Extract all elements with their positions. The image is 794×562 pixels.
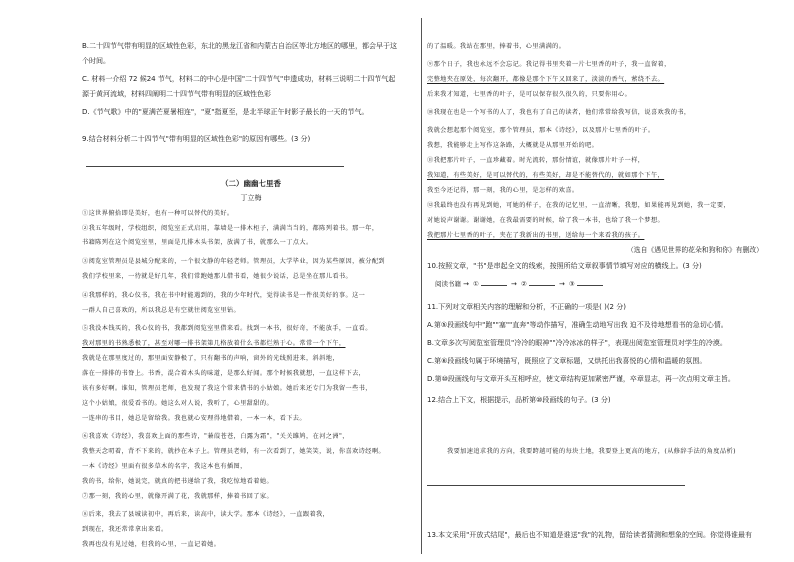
option-b: B.文章多次写阅览室管理员"冷冷的眼神""冷冷冰冰的样子"，表现出阅览室管理员对学生的冷漠。	[427, 339, 727, 347]
option-d: D.第⑩段画线句与文章开头互相呼应，使文章结构更加紧密严谨，卒章显志，再一次点明文章主旨。	[427, 375, 735, 383]
para-line-underlined: 我把那片七里香的叶子，夹在了我新出的书里，送给每一个来看我的孩子。	[427, 232, 645, 239]
para-line: ⑪我把那片叶子，一直珍藏着。时光流转，那份情谊，就像那片叶子一样，	[427, 157, 645, 164]
question-9: 9.结合材料分析二十四节气"带有明显的区域性色彩"的原因有哪些。(3 分)	[82, 135, 311, 143]
option-c-line2: 源于黄河流域，材料四阐明二十四节气带有明显的区域性色彩	[82, 90, 271, 98]
arrow-icon: →	[463, 280, 469, 288]
question-12: 12.结合上下文，根据提示，品析第⑩段画线的句子。(3 分)	[427, 396, 611, 404]
question-11: 11.下列对文章相关内容的理解和分析，不正确的一项是( )(2 分)	[427, 303, 626, 311]
answer-line	[86, 166, 344, 167]
para-line: 我就会想起那个阅览室，那个管理员，那本《诗经》，以及那片七里香的叶子。	[427, 127, 655, 134]
option-a: A.第⑤段画线句中"跑""塞""直奔"等动作描写，准确生动地写出我 迫不及待地想看书的急切心情。	[427, 321, 728, 329]
para-line: ⑤我没本钱买的，我心仪的书，我都到阅览室里借来看。找到一本书，很好奇，不能放手，一直看。	[82, 325, 372, 332]
option-b-line1: B.二十四节气带有明显的区域性色彩，东北的黑龙江省和内蒙古自治区等北方地区的哪里，都会早于这	[82, 42, 398, 50]
arrow-icon: →	[558, 280, 565, 288]
para-line-underlined: 完整地夹在原处，每次翻开，都像是那个下午又回来了，淡淡的香气，萦绕不去。	[427, 76, 665, 83]
para-line: 到现在，我还常常拿出来看。	[82, 526, 168, 533]
quoted-sentence: 我要加速追求我的方向，我要跨越可能的每块土地，我要登上更高的地方，(从修辞手法的角度品析)	[447, 448, 736, 455]
question-13: 13.本文采用"开放式结尾"，最后也不知道是谁送"我"的礼物，留给读者猜测和想象的空间。你觉得谁最有	[427, 531, 753, 539]
para-line: ⑩我现在也是一个写书的人了，我也有了自己的读者，他们常常给我写信，说喜欢我的书，	[427, 109, 691, 116]
para-line: ⑨那个日子，我也永远不会忘记。我记得书里夹着一片七里香的叶子，我一直留着，	[427, 61, 671, 68]
para-line-underlined: 我对那里的书熟悉极了，甚至对哪一排书架第几格放着什么书都烂熟于心。常常一个下午，	[82, 340, 346, 347]
source-note: （选自《遇见世界的花朵和狗和你》有删改）	[627, 246, 763, 254]
para-line: ②我五年级时，学校组织，阅览室正式启用，靠墙是一排木柜子，满满当当的，都陈列着书。那一年，	[82, 225, 379, 232]
option-d: D.《节气歌》中的"夏满芒夏暑相连"，"夏"指夏至，是北半球正午时影子最长的一天的节气。	[82, 108, 369, 116]
para-line: 我整天念叨着，背不下来的，就抄在本子上。管理员老师，有一次看到了，她笑笑，说，你喜欢诗经啊。	[82, 448, 386, 455]
para-line: ①这世界俯拾即是美好，也有一种可以替代的美好。	[82, 210, 234, 217]
answer-blank[interactable]	[529, 279, 555, 286]
para-line: 一本《诗经》里面有很多草木的名字，我这本也有插图，	[82, 463, 247, 470]
author: 丁立梅	[240, 194, 262, 202]
para-line: 该有多好啊。谁知，管理员老师，也发现了我这个常来借书的小姑娘。她后来还专门为我留一些书，	[82, 385, 372, 392]
para-line: ⑧后来，我去了县城读初中，再后来，读高中，读大学。那本《诗经》，一直跟着我，	[82, 511, 330, 518]
para-line: 我想，我能够走上写作这条路，大概就是从那里开始的吧。	[427, 142, 599, 149]
arrow-icon: →	[511, 280, 517, 288]
para-line: 一群人自己喜欢的，所以我总是有空就往阅览室里钻。	[82, 307, 241, 314]
reader-flow	[435, 279, 605, 288]
para-line: ⑥我喜欢《诗经》，我喜欢上面的那些诗，"蒹葭苍苍，白露为霜"，"关关雎鸠，在河之洲"，	[82, 433, 349, 440]
answer-line	[427, 485, 685, 486]
option-c-line1: C. 材料一介绍 72 候24 节气，材料二的中心是中国"二十四节气"申遗成功，材料三说明二十四节气起	[82, 75, 396, 83]
step-number: ③	[568, 280, 575, 288]
option-b-line2: 个时间。	[82, 57, 110, 65]
para-line: 我的书，给你，她说完，就真的把书递给了我，我吃惊地看着她。	[82, 478, 274, 485]
para-line: ③阅览室管理员是县城分配来的，一个很文静的年轻老师。管理员，大学毕业，因为某些原因，被分配到	[82, 258, 386, 265]
para-line: 我再也没有见过她，但我的心里，一直记着她。	[82, 541, 221, 548]
column-divider	[421, 18, 422, 554]
para-line: 我们学校里来，一待就是好几年，我们常跑她那儿借书看，她很少说话，总是坐在那儿看书。	[82, 273, 353, 280]
para-line: 书籍陈列在这个阅览室里，里面是几排木头书架，放满了书，就那么一丁点大。	[82, 239, 313, 246]
para-line-underlined: 我知道，有些美好，是可以替代的，有些美好，却是不能替代的，就如那个下午，	[427, 172, 665, 179]
para-line: ④我那样的，我心仪书，我在书中时能遇到的，我的少年时代，觉得读书是一件很美好的事。这一	[82, 292, 366, 299]
para-line: 的了温暖。我站在那里，捧着书，心里满满的。	[427, 43, 566, 50]
para-line: ⑦那一刻，我的心里，就像开满了花，我就那样，捧着书回了家。	[82, 493, 274, 500]
left-column	[82, 0, 420, 562]
para-line: 落在一排排的书脊上。书香，混合着木头的味道，是那么好闻。那个时候我就想，一直这样下去，	[82, 370, 366, 377]
para-line: ⑫我最终也没有再见到她，可她的样子，在我的记忆里，一直清晰，我想，如果能再见到她，我一定要，	[427, 202, 731, 209]
step-number: ①	[473, 280, 479, 288]
para-line: 一连串的书目，她总是留给我。我也就心安理得地借着，一本一本，看下去。	[82, 415, 306, 422]
para-line: 后来我才知道，七里香的叶子，是可以保存很久很久的，只要你用心。	[427, 91, 632, 98]
para-line: 这个小姑娘，很爱看书的。她这么对人说，我听了，心里甜甜的。	[82, 400, 274, 407]
reader-label: 阅读书籍	[435, 280, 461, 288]
para-line: 我至今还记得，那一刻，我的心里，是怎样的欢喜。	[427, 187, 579, 194]
step-number: ②	[520, 280, 527, 288]
answer-blank[interactable]	[481, 279, 507, 286]
para-line: 对她说声谢谢。谢谢她，在我最需要的时候，给了我一本书，也给了我一个梦想。	[427, 217, 665, 224]
right-column	[427, 0, 763, 562]
section-title: （二）幽幽七里香	[221, 179, 281, 188]
option-c: C.第⑥段画线句属于环境描写，既照应了文章标题，又烘托出我喜悦的心情和温暖的氛围。	[427, 357, 707, 365]
para-line: 我就是在那里度过的，那里面安静极了，只有翻书的声响，窗外的光线照进来，斜斜地，	[82, 355, 339, 362]
answer-blank[interactable]	[577, 279, 603, 286]
question-10: 10.按照文章，"书"是串起全文的线索，按照所给文章叙事情节填写对应的横线上。(3 分)	[427, 262, 702, 270]
